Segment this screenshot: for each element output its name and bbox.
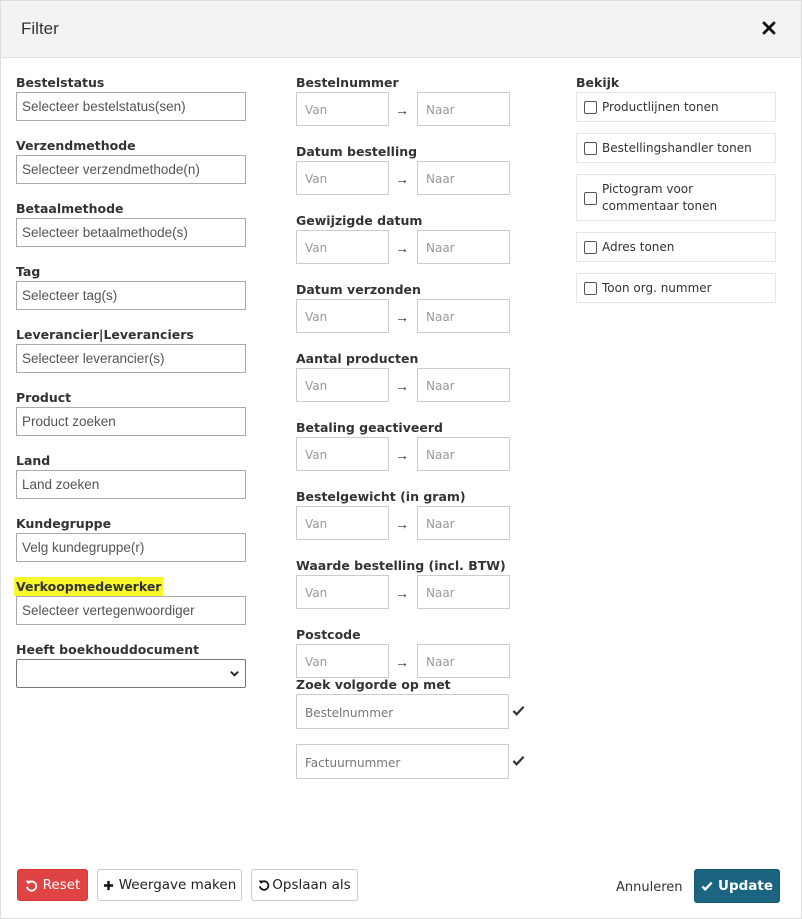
plus-icon xyxy=(103,880,114,891)
check-icon[interactable] xyxy=(512,704,525,717)
check-icon xyxy=(701,880,713,892)
option-adres[interactable] xyxy=(576,232,776,262)
postcode-to-input[interactable]: Naar xyxy=(417,644,510,678)
save-as-button-label: Opslaan als xyxy=(272,877,351,893)
betaling-geactiveerd-to-input[interactable]: Naar xyxy=(417,437,510,471)
product-input[interactable]: Product zoeken xyxy=(16,407,246,436)
bestelgewicht-to-input[interactable]: Naar xyxy=(417,506,510,540)
search-order-factuurnummer-item[interactable]: Factuurnummer xyxy=(296,744,509,779)
waarde-bestelling-to-input[interactable]: Naar xyxy=(417,575,510,609)
label-bestelnummer: Bestelnummer xyxy=(296,75,399,90)
label-verzendmethode: Verzendmethode xyxy=(16,138,136,153)
betaling-geactiveerd-from-input[interactable]: Van xyxy=(296,437,389,471)
label-boekhouddocument: Heeft boekhouddocument xyxy=(16,642,200,657)
label-tag: Tag xyxy=(16,264,41,279)
arrow-right-icon: → xyxy=(395,378,409,394)
arrow-right-icon: → xyxy=(395,447,409,463)
tag-input[interactable]: Selecteer tag(s) xyxy=(16,281,246,310)
chevron-down-icon xyxy=(229,668,240,679)
label-aantal-producten: Aantal producten xyxy=(296,351,419,366)
bestelstatus-input[interactable]: Selecteer bestelstatus(sen) xyxy=(16,92,246,121)
close-icon[interactable] xyxy=(761,20,777,36)
option-adres-label: Adres tonen xyxy=(602,240,675,254)
aantal-producten-from-input[interactable]: Van xyxy=(296,368,389,402)
save-as-button[interactable] xyxy=(251,869,358,901)
arrow-right-icon: → xyxy=(395,102,409,118)
datum-verzonden-to-input[interactable]: Naar xyxy=(417,299,510,333)
arrow-right-icon: → xyxy=(395,654,409,670)
bestelnummer-from-input[interactable]: Van xyxy=(296,92,389,126)
datum-bestelling-from-input[interactable]: Van xyxy=(296,161,389,195)
arrow-right-icon: → xyxy=(395,240,409,256)
leverancier-input[interactable]: Selecteer leverancier(s) xyxy=(16,344,246,373)
option-bestellingshandler-label: Bestellingshandler tonen xyxy=(602,141,752,155)
label-verkoopmedewerker: Verkoopmedewerker xyxy=(16,579,162,594)
cancel-button[interactable]: Annuleren xyxy=(616,880,683,895)
label-kundegruppe: Kundegruppe xyxy=(16,516,112,531)
label-postcode: Postcode xyxy=(296,627,361,642)
checkbox-adres[interactable] xyxy=(584,241,597,254)
option-productlijnen-label: Productlijnen tonen xyxy=(602,100,719,114)
arrow-right-icon: → xyxy=(395,171,409,187)
checkbox-bestellingshandler[interactable] xyxy=(584,142,597,155)
label-datum-verzonden: Datum verzonden xyxy=(296,282,421,297)
verzendmethode-input[interactable]: Selecteer verzendmethode(n) xyxy=(16,155,246,184)
betaalmethode-input[interactable]: Selecteer betaalmethode(s) xyxy=(16,218,246,247)
postcode-from-input[interactable]: Van xyxy=(296,644,389,678)
option-productlijnen[interactable] xyxy=(576,92,776,122)
modal-header xyxy=(1,1,801,58)
verkoopmedewerker-input[interactable]: Selecteer vertegenwoordiger xyxy=(16,596,246,625)
label-bestelstatus: Bestelstatus xyxy=(16,75,105,90)
label-gewijzigde-datum: Gewijzigde datum xyxy=(296,213,423,228)
label-zoek-volgorde: Zoek volgorde op met xyxy=(296,677,451,692)
aantal-producten-to-input[interactable]: Naar xyxy=(417,368,510,402)
check-icon[interactable] xyxy=(512,754,525,767)
label-leverancier: Leverancier|Leveranciers xyxy=(16,327,194,342)
option-bestellingshandler[interactable] xyxy=(576,133,776,163)
undo-icon xyxy=(25,879,38,892)
option-org-nummer-label: Toon org. nummer xyxy=(602,281,712,295)
make-view-button[interactable] xyxy=(97,869,242,901)
checkbox-pictogram[interactable] xyxy=(584,192,597,205)
datum-verzonden-from-input[interactable]: Van xyxy=(296,299,389,333)
arrow-right-icon: → xyxy=(395,309,409,325)
search-order-bestelnummer-item[interactable]: Bestelnummer xyxy=(296,694,509,729)
make-view-button-label: Weergave maken xyxy=(118,877,237,893)
kundegruppe-input[interactable]: Velg kundegruppe(r) xyxy=(16,533,246,562)
label-bestelgewicht: Bestelgewicht (in gram) xyxy=(296,489,466,504)
bestelnummer-to-input[interactable]: Naar xyxy=(417,92,510,126)
reset-button[interactable] xyxy=(17,869,88,901)
label-land: Land xyxy=(16,453,51,468)
label-bekijk: Bekijk xyxy=(576,75,620,90)
checkbox-org-nummer[interactable] xyxy=(584,282,597,295)
modal-title: Filter xyxy=(21,19,59,38)
label-betaling-geactiveerd: Betaling geactiveerd xyxy=(296,420,443,435)
update-button[interactable] xyxy=(694,869,780,903)
undo-icon xyxy=(258,879,270,891)
gewijzigde-datum-from-input[interactable]: Van xyxy=(296,230,389,264)
datum-bestelling-to-input[interactable]: Naar xyxy=(417,161,510,195)
option-pictogram[interactable] xyxy=(576,174,776,221)
option-pictogram-label: Pictogram voor commentaar tonen xyxy=(602,182,718,213)
land-input[interactable]: Land zoeken xyxy=(16,470,246,499)
gewijzigde-datum-to-input[interactable]: Naar xyxy=(417,230,510,264)
update-button-label: Update xyxy=(717,878,773,894)
option-org-nummer[interactable] xyxy=(576,273,776,303)
waarde-bestelling-from-input[interactable]: Van xyxy=(296,575,389,609)
label-product: Product xyxy=(16,390,72,405)
reset-button-label: Reset xyxy=(42,877,81,893)
label-waarde-bestelling: Waarde bestelling (incl. BTW) xyxy=(296,558,506,573)
arrow-right-icon: → xyxy=(395,516,409,532)
label-betaalmethode: Betaalmethode xyxy=(16,201,124,216)
checkbox-productlijnen[interactable] xyxy=(584,101,597,114)
label-datum-bestelling: Datum bestelling xyxy=(296,144,418,159)
bestelgewicht-from-input[interactable]: Van xyxy=(296,506,389,540)
boekhouddocument-select[interactable] xyxy=(16,659,246,688)
arrow-right-icon: → xyxy=(395,585,409,601)
